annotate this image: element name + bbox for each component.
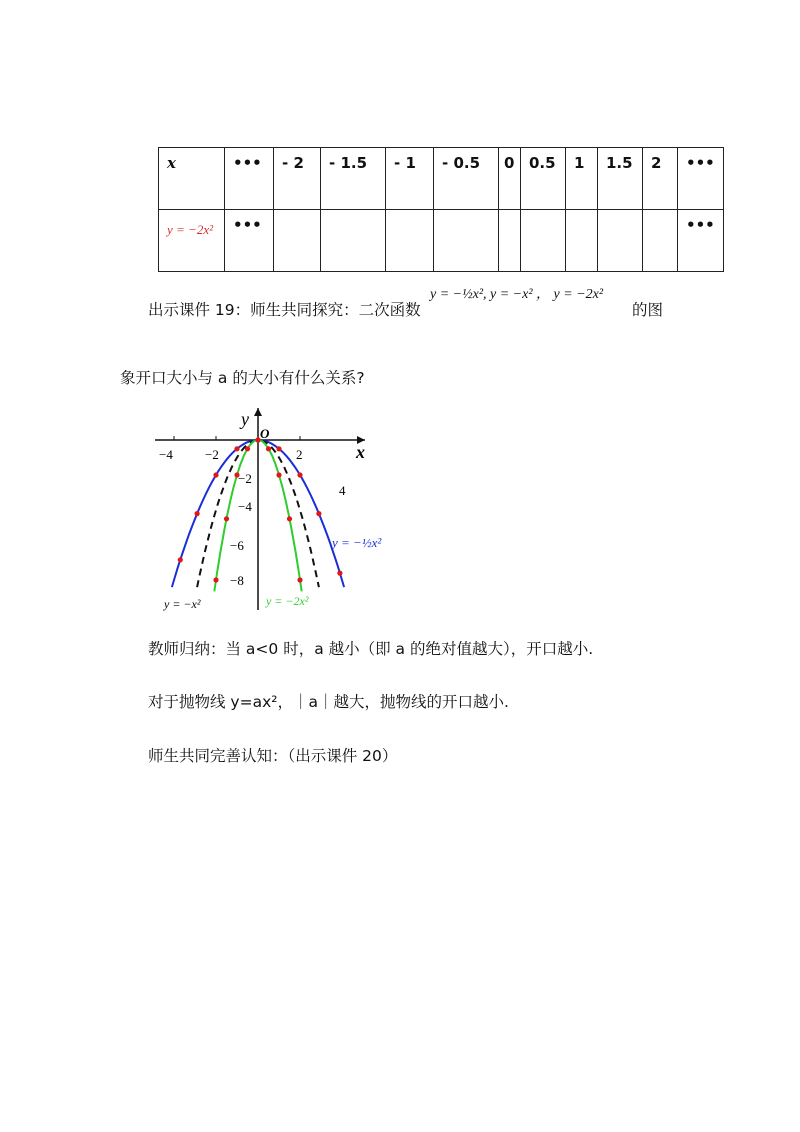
table-cell: ••• — [233, 216, 262, 234]
formula-group — [430, 283, 603, 303]
table-cell: ••• — [686, 154, 715, 172]
plot-point — [297, 472, 302, 477]
paragraph-intro — [148, 298, 421, 320]
y-tick-label: −4 — [238, 499, 252, 514]
origin-label: O — [260, 426, 270, 441]
table-cell: - 2 — [282, 154, 304, 172]
plot-point — [287, 516, 292, 521]
table-cell: - 0.5 — [442, 154, 481, 172]
plot-point — [213, 577, 218, 582]
table-cell: 2 — [651, 154, 662, 172]
plot-point — [297, 577, 302, 582]
y-tick-label: −6 — [230, 538, 244, 553]
plot-point — [195, 511, 200, 516]
y-axis-arrow — [254, 408, 262, 416]
curve-label-two: y = −2x² — [266, 594, 309, 608]
y-tick-label: −8 — [230, 573, 244, 588]
formula-text: y = −½x², y = −x² ， y = −2x² — [430, 287, 604, 302]
plot-point — [234, 446, 239, 451]
table-cell: ••• — [686, 216, 715, 234]
x-tick-label: −2 — [205, 447, 219, 462]
plot-point — [276, 472, 281, 477]
summary-line-1: 教师归纳：当 a<0 时，a 越小（即 a 的绝对值越大），开口越小. — [148, 640, 594, 658]
plot-point — [224, 516, 229, 521]
table-row-label: y = −2x² — [167, 222, 213, 237]
table-cell: 1.5 — [606, 154, 633, 172]
x-tick-label: −4 — [159, 447, 173, 462]
plot-point — [316, 511, 321, 516]
x-tick-label: 4 — [339, 483, 346, 498]
table-cell: - 1 — [394, 154, 416, 172]
plot-point — [337, 571, 342, 576]
table-cell: 0.5 — [529, 154, 556, 172]
paragraph-continuation: 象开口大小与 a 的大小有什么关系? — [120, 369, 365, 387]
plot-point — [245, 446, 250, 451]
table-row-y — [159, 210, 724, 272]
paragraph-prefix: 出示课件 19：师生共同探究：二次函数 — [148, 301, 421, 319]
y-axis-label: y — [241, 409, 249, 429]
table-cell: 0 — [504, 154, 515, 172]
y-tick-label: −2 — [238, 471, 252, 486]
summary-line-2: 对于抛物线 y=ax²，｜a｜越大，抛物线的开口越小. — [148, 693, 509, 711]
table-cell: 1 — [574, 154, 585, 172]
summary-line-3: 师生共同完善认知：（出示课件 20） — [148, 747, 398, 765]
x-axis-label: x — [356, 442, 365, 462]
plot-point — [276, 446, 281, 451]
x-tick-label: 2 — [296, 447, 303, 462]
table-header-x: x — [167, 154, 176, 172]
plot-point — [213, 472, 218, 477]
table-row-x — [159, 148, 724, 210]
curve-label-half: y = −½x² — [332, 535, 382, 550]
plot-point — [266, 446, 271, 451]
value-table — [158, 147, 724, 272]
table-cell: ••• — [233, 154, 262, 172]
parabola-graph — [150, 405, 382, 615]
paragraph-suffix: 的图 — [632, 301, 664, 319]
curve-label-one: y = −x² — [164, 597, 201, 611]
table-cell: - 1.5 — [329, 154, 368, 172]
plot-point — [178, 557, 183, 562]
